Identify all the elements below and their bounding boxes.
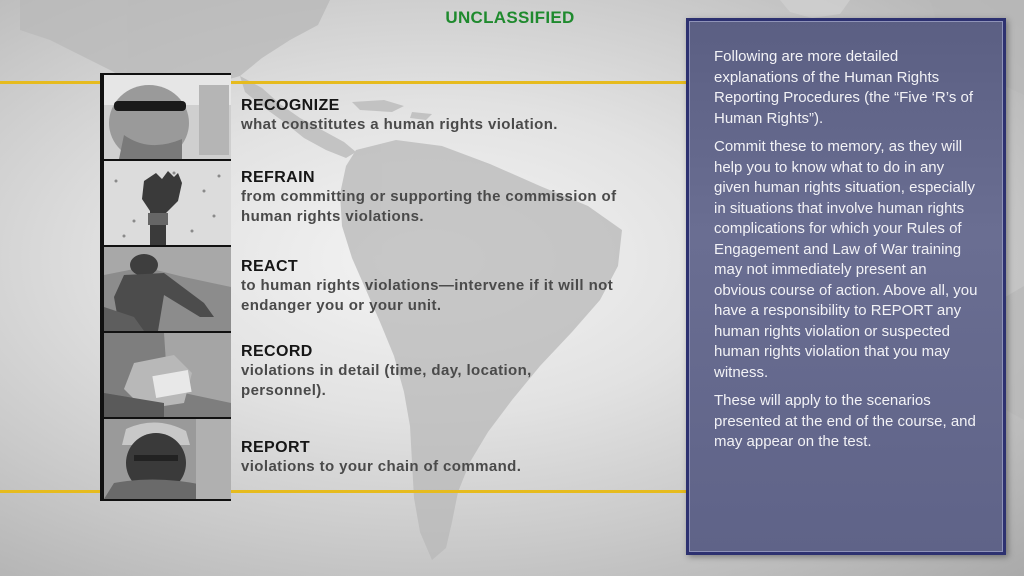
info-panel xyxy=(686,18,1006,555)
step-title: REACT xyxy=(241,258,299,275)
step-title: REFRAIN xyxy=(241,169,315,186)
step-description: violations to your chain of command. xyxy=(241,458,522,475)
photo-report xyxy=(104,419,231,499)
classification-banner: UNCLASSIFIED xyxy=(445,8,575,27)
photo-record xyxy=(104,333,231,417)
photo-react xyxy=(104,247,231,331)
photo-refrain xyxy=(104,161,231,245)
panel-paragraph-intro: Following are more detailed explanations of the Human Rights Reporting Procedures (the “Five ‘R’s of Human Rights”). xyxy=(714,48,973,127)
step-report xyxy=(241,438,671,477)
panel-paragraph-memory: Commit these to memory, as they will help you to know what to do in any given human rights situation, especially in situations that involve human rights complications for which your Rules of Engagement and Law of War training may not immediately present an obvious course of action. Above all, you have a responsibility to REPORT any human rights violation or suspected human rights violation that you may witness. xyxy=(714,138,978,381)
step-description: violations in detail (time, day, location, personnel). xyxy=(241,362,532,399)
photo-recognize xyxy=(104,75,231,159)
step-description: what constitutes a human rights violation. xyxy=(241,116,558,133)
step-record xyxy=(241,342,621,401)
step-refrain xyxy=(241,168,621,227)
step-title: REPORT xyxy=(241,439,311,456)
step-description: to human rights violations—intervene if it will not endanger you or your unit. xyxy=(241,277,614,314)
photo-strip xyxy=(100,73,231,501)
panel-paragraph-scenarios: These will apply to the scenarios presented at the end of the course, and may appear on the test. xyxy=(714,392,976,450)
step-react xyxy=(241,257,641,316)
step-title: RECOGNIZE xyxy=(241,97,340,114)
step-recognize xyxy=(241,96,671,135)
step-description: from committing or supporting the commission of human rights violations. xyxy=(241,188,617,225)
step-title: RECORD xyxy=(241,343,313,360)
